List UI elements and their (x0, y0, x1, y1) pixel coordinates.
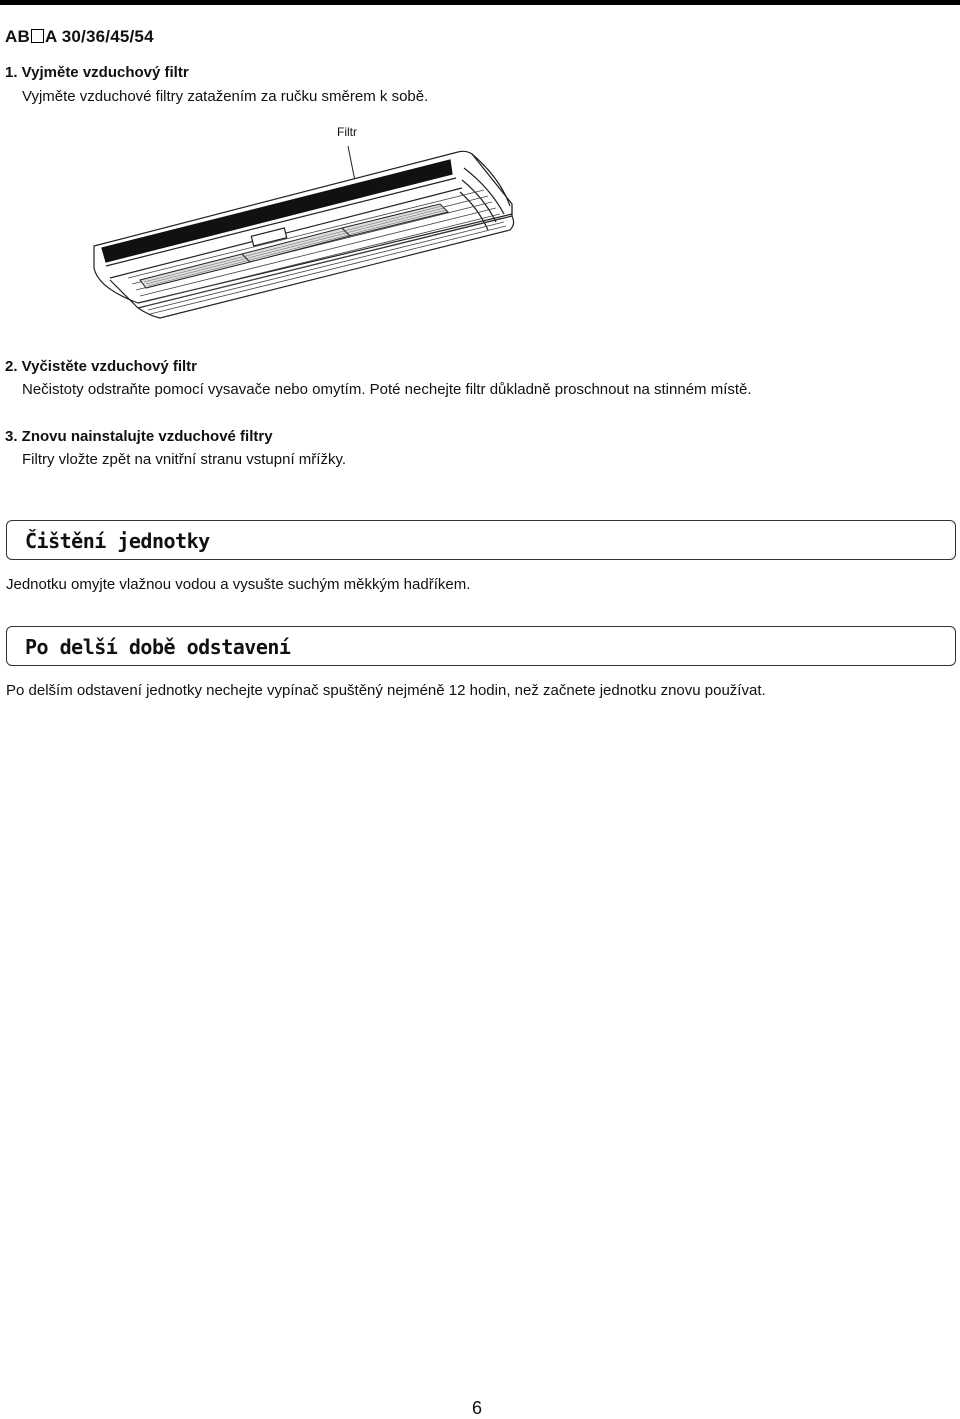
section-title-long-idle: Po delší době odstavení (25, 635, 291, 659)
section-text-cleaning: Jednotku omyjte vlažnou vodou a vysušte suchým měkkým hadříkem. (6, 576, 471, 593)
step-2-text: Nečistoty odstraňte pomocí vysavače nebo omytím. Poté nechejte filtr důkladně proschnout na stinném místě. (22, 381, 752, 398)
step-1-title: 1. Vyjměte vzduchový filtr (5, 64, 189, 81)
ceiling-air-conditioner-illustration (80, 118, 540, 333)
section-text-long-idle: Po delším odstavení jednotky nechejte vypínač spuštěný nejméně 12 hodin, než začnete jednotku znovu používat. (6, 682, 766, 699)
page-number: 6 (472, 1398, 483, 1418)
section-heading-cleaning (6, 520, 956, 560)
section-heading-long-idle (6, 626, 956, 666)
step-3-text: Filtry vložte zpět na vnitřní stranu vstupní mřížky. (22, 451, 346, 468)
step-2-title: 2. Vyčistěte vzduchový filtr (5, 358, 198, 375)
top-rule (0, 0, 960, 5)
step-1-text: Vyjměte vzduchové filtry zatažením za ručku směrem k sobě. (22, 88, 429, 105)
filter-label: Filtr (337, 125, 357, 139)
model-heading (5, 27, 154, 47)
placeholder-box-icon (31, 29, 44, 43)
model-prefix: AB (5, 27, 30, 46)
section-title-cleaning: Čištění jednotky (25, 529, 210, 553)
model-suffix: A 30/36/45/54 (44, 27, 154, 46)
step-3-title: 3. Znovu nainstalujte vzduchové filtry (5, 428, 273, 445)
